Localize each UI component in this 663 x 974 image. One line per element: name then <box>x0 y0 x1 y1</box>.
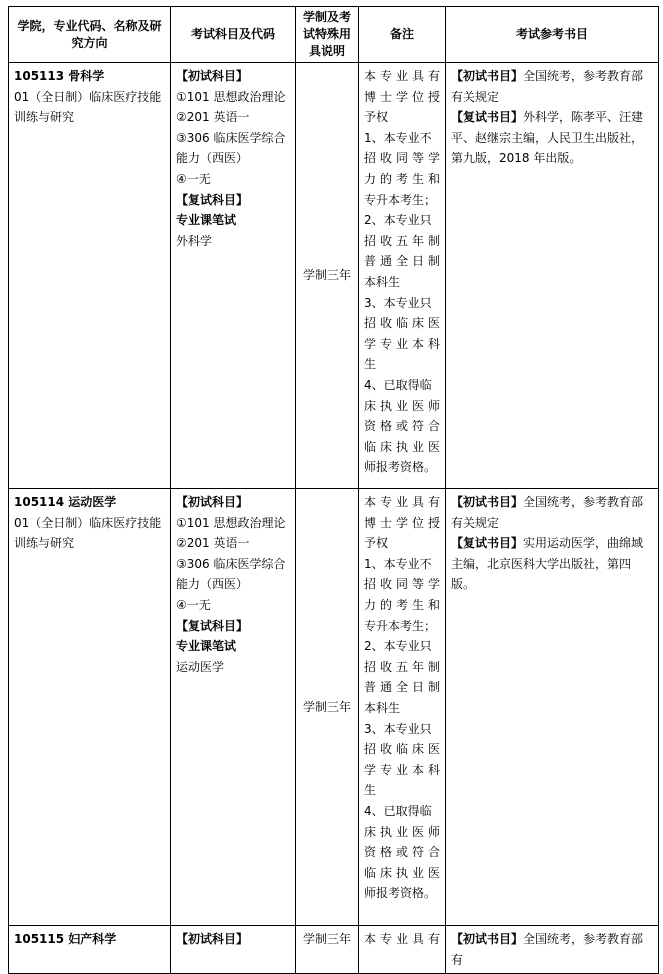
books-retest: 实用运动医学，曲绵域主编，北京医科大学出版社，第四版。 <box>451 536 644 592</box>
note-line: 本科生 <box>364 700 401 715</box>
prelim-subject: ②201 英语一 <box>176 110 250 125</box>
research-direction: 01（全日制）临床医疗技能训练与研究 <box>14 89 162 125</box>
books-retest: 外科学，陈孝平、汪建平、赵继宗主编，人民卫生出版社，第九版，2018 年出版。 <box>451 110 644 166</box>
table-row <box>9 63 659 489</box>
note-line: 招收临床医 <box>364 742 440 757</box>
retest-type: 专业课笔试 <box>176 213 237 228</box>
prelim-label: 【初试科目】 <box>176 69 249 83</box>
major-cell <box>9 489 171 926</box>
retest-subject: 外科学 <box>176 233 213 248</box>
note-line: 本专业具有 <box>364 495 440 509</box>
note-line: 普通全日制 <box>364 254 440 269</box>
note-line: 予权 <box>364 110 389 125</box>
prelim-subject: ①101 思想政治理论 <box>176 515 286 530</box>
note-line: 2、本专业只 <box>364 639 432 654</box>
note-line: 招收临床医 <box>364 316 440 331</box>
note-line: 专升本考生； <box>364 192 437 207</box>
duration: 学制三年 <box>302 268 351 283</box>
note-line: 本专业具有 <box>364 69 440 83</box>
note-line: 学专业本科 <box>364 762 440 777</box>
books-cell <box>446 926 659 974</box>
books-prelim-label: 【初试书目】 <box>451 495 524 509</box>
subjects-cell <box>171 926 296 974</box>
note-line: 生 <box>364 357 377 372</box>
note-line: 博士学位授 <box>364 515 440 530</box>
header-major: 学院，专业代码、名称及研究方向 <box>9 7 171 63</box>
note-line: 床执业医师 <box>364 398 440 413</box>
prelim-label: 【初试科目】 <box>176 932 249 946</box>
prelim-subject: ②201 英语一 <box>176 536 250 551</box>
note-line: 学专业本科 <box>364 336 440 351</box>
retest-label: 【复试科目】 <box>176 192 249 207</box>
note-line: 资格或符合 <box>364 419 440 434</box>
subjects-cell <box>171 63 296 489</box>
duration-cell <box>296 926 359 974</box>
note-line: 专升本考生； <box>364 618 437 633</box>
note-line: 资格或符合 <box>364 845 440 860</box>
note-line: 博士学位授 <box>364 89 440 104</box>
prelim-subject: ④一无 <box>176 171 211 186</box>
table-row <box>9 489 659 926</box>
prelim-subject: ③306 临床医学综合能力（西医） <box>176 556 286 592</box>
major-cell <box>9 926 171 974</box>
prelim-subject: ①101 思想政治理论 <box>176 89 286 104</box>
retest-type: 专业课笔试 <box>176 639 237 654</box>
books-cell <box>446 63 659 489</box>
retest-subject: 运动医学 <box>176 659 225 674</box>
exam-catalog-table <box>8 6 659 974</box>
books-prelim-label: 【初试书目】 <box>451 932 524 946</box>
duration-cell <box>296 63 359 489</box>
note-line: 2、本专业只 <box>364 213 432 228</box>
table-row <box>9 926 659 974</box>
books-prelim: 全国统考，参考教育部有 <box>451 932 644 967</box>
note-line: 生 <box>364 783 377 798</box>
note-line: 本科生 <box>364 274 401 289</box>
note-line: 予权 <box>364 536 389 551</box>
note-line: 师报考资格。 <box>364 460 437 475</box>
header-books: 考试参考书目 <box>446 7 659 63</box>
major-name: 105115 妇产科学 <box>14 932 117 946</box>
note-line: 招收同等学 <box>364 577 440 592</box>
major-name: 105114 运动医学 <box>14 495 117 509</box>
note-line: 普通全日制 <box>364 680 440 695</box>
header-notes: 备注 <box>359 7 446 63</box>
prelim-label: 【初试科目】 <box>176 495 249 509</box>
note-line: 师报考资格。 <box>364 886 437 901</box>
retest-label: 【复试科目】 <box>176 618 249 633</box>
books-cell <box>446 489 659 926</box>
header-row <box>9 7 659 63</box>
research-direction: 01（全日制）临床医疗技能训练与研究 <box>14 515 162 551</box>
prelim-subject: ③306 临床医学综合能力（西医） <box>176 130 286 166</box>
subjects-cell <box>171 489 296 926</box>
note-line: 1、本专业不 <box>364 556 432 571</box>
note-line: 3、本专业只 <box>364 721 432 736</box>
note-line: 3、本专业只 <box>364 295 432 310</box>
books-retest-label: 【复试书目】 <box>451 536 524 551</box>
note-line: 招收同等学 <box>364 151 440 166</box>
duration: 学制三年 <box>302 932 351 946</box>
books-prelim: 全国统考，参考教育部有关规定 <box>451 495 644 530</box>
note-line: 4、已取得临 <box>364 803 432 818</box>
notes-cell <box>359 489 446 926</box>
note-line: 力的考生和 <box>364 171 440 186</box>
note-line: 1、本专业不 <box>364 130 432 145</box>
note-line: 临床执业医 <box>364 439 440 454</box>
header-subjects: 考试科目及代码 <box>171 7 296 63</box>
duration: 学制三年 <box>302 699 351 714</box>
notes-cell <box>359 926 446 974</box>
notes-cell <box>359 63 446 489</box>
books-retest-label: 【复试书目】 <box>451 110 524 125</box>
books-prelim-label: 【初试书目】 <box>451 69 524 83</box>
note-line: 招收五年制 <box>364 233 440 248</box>
note-line: 4、已取得临 <box>364 377 432 392</box>
prelim-subject: ④一无 <box>176 597 211 612</box>
major-name: 105113 骨科学 <box>14 69 105 83</box>
duration-cell <box>296 489 359 926</box>
note-line: 床执业医师 <box>364 824 440 839</box>
major-cell <box>9 63 171 489</box>
header-duration: 学制及考试特殊用具说明 <box>296 7 359 63</box>
note-line: 招收五年制 <box>364 659 440 674</box>
books-prelim: 全国统考，参考教育部有关规定 <box>451 69 644 104</box>
note-line: 力的考生和 <box>364 597 440 612</box>
note-line: 本专业具有 <box>364 932 440 946</box>
note-line: 临床执业医 <box>364 865 440 880</box>
